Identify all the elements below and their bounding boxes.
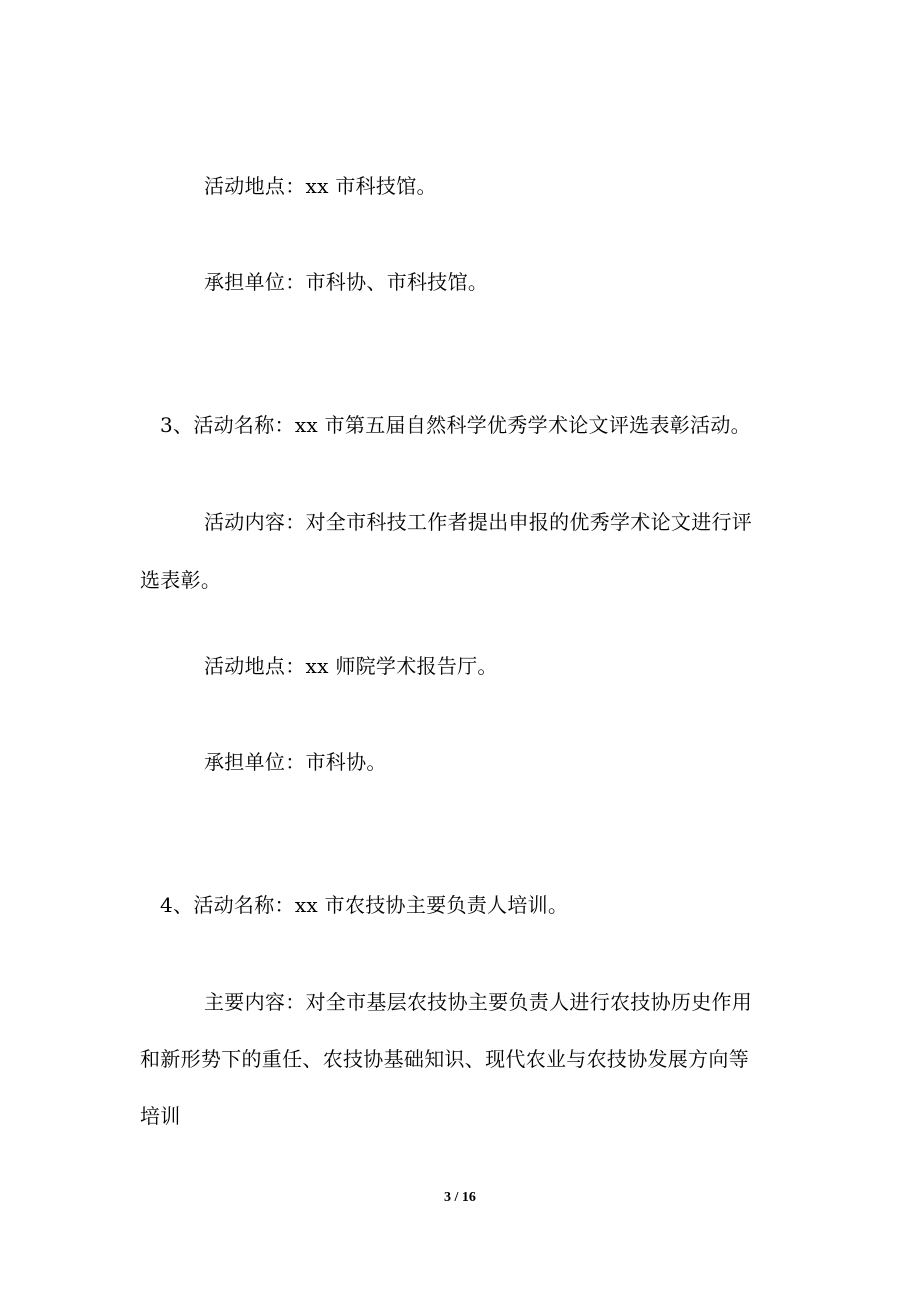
paragraph-line: 3、活动名称：xx 市第五届自然科学优秀学术论文评选表彰活动。: [160, 413, 751, 437]
paragraph-line: 活动地点：xx 师院学术报告厅。: [204, 654, 498, 678]
paragraph-line: 和新形势下的重任、农技协基础知识、现代农业与农技协发展方向等: [140, 1047, 749, 1071]
paragraph-line: 活动内容：对全市科技工作者提出申报的优秀学术论文进行评: [204, 510, 753, 534]
paragraph-line: 选表彰。: [140, 568, 222, 592]
paragraph-line: 主要内容：对全市基层农技协主要负责人进行农技协历史作用: [204, 990, 753, 1014]
paragraph-line: 承担单位：市科协、市科技馆。: [204, 270, 489, 294]
page-number: 3 / 16: [444, 1190, 476, 1205]
paragraph-line: 承担单位：市科协。: [204, 750, 387, 774]
paragraph-line: 培训: [140, 1104, 181, 1128]
paragraph-line: 活动地点：xx 市科技馆。: [204, 174, 437, 198]
paragraph-line: 4、活动名称：xx 市农技协主要负责人培训。: [160, 893, 569, 917]
